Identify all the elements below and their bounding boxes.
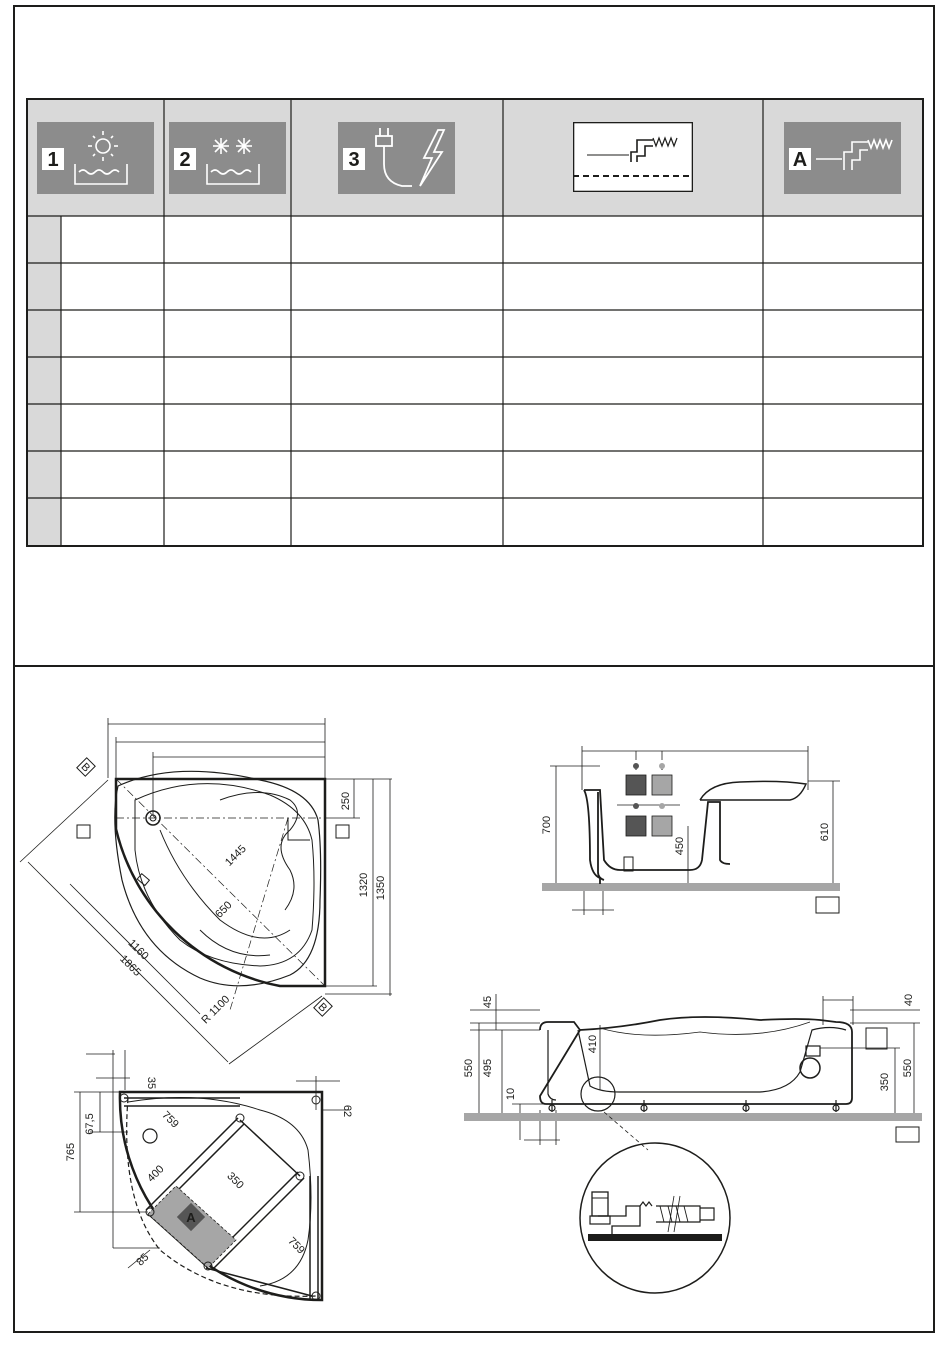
area-a-label: A — [186, 1210, 196, 1225]
dim-350: 350 — [224, 1170, 246, 1192]
dim-62: 62 — [341, 1104, 353, 1118]
dim-759-bottom: 759 — [285, 1235, 307, 1257]
dim-35: 35 — [145, 1076, 157, 1090]
dim-350: 350 — [879, 1072, 891, 1092]
dim-85: 85 — [134, 1251, 152, 1269]
dim-550-right: 550 — [902, 1058, 914, 1078]
dim-759-top: 759 — [159, 1109, 181, 1131]
dim-400: 400 — [145, 1163, 167, 1185]
dim-r1100: R 1100 — [199, 993, 233, 1027]
icon-1-label: 1 — [47, 149, 59, 171]
icon-a-label: A — [792, 149, 808, 171]
dim-1445: 1445 — [222, 842, 249, 869]
dim-410: 410 — [587, 1034, 599, 1054]
dim-765: 765 — [65, 1142, 77, 1162]
icon-2-label: 2 — [179, 149, 191, 171]
dim-1160: 1160 — [125, 937, 151, 963]
dim-495: 495 — [482, 1058, 494, 1078]
dim-250: 250 — [340, 791, 352, 811]
dim-700: 700 — [541, 815, 553, 835]
dim-10: 10 — [505, 1087, 517, 1101]
marker-b-right: B — [315, 1000, 330, 1015]
side-view — [542, 746, 840, 915]
dim-45: 45 — [482, 995, 494, 1009]
dim-610: 610 — [819, 822, 831, 842]
marker-b-left: B — [78, 760, 93, 775]
dim-1320: 1320 — [358, 872, 370, 898]
icon-3-label: 3 — [348, 149, 360, 171]
dim-1865: 1865 — [117, 952, 144, 979]
dim-650: 650 — [213, 899, 235, 921]
frame-view — [74, 1050, 350, 1300]
dim-40: 40 — [903, 993, 915, 1007]
dim-550-left: 550 — [463, 1058, 475, 1078]
dim-1350: 1350 — [375, 875, 387, 901]
long-side-view — [464, 994, 922, 1150]
drain-detail — [580, 1143, 730, 1293]
dim-450: 450 — [674, 836, 686, 856]
dim-67-5: 67,5 — [84, 1113, 96, 1135]
